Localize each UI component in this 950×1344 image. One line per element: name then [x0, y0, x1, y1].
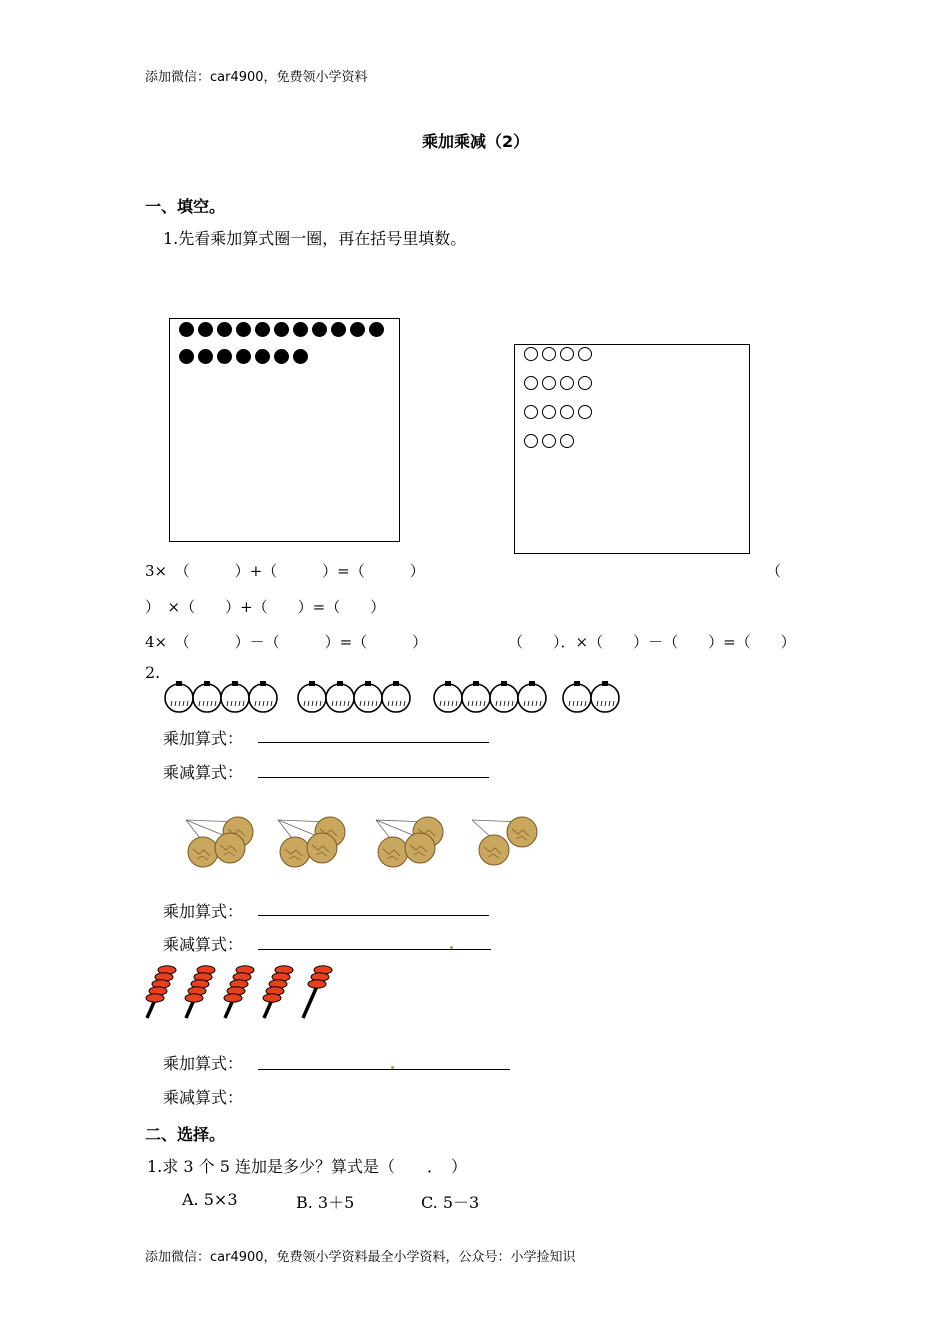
- haw-skewer: [224, 966, 254, 1018]
- group1-add-label: 乘加算式：: [163, 729, 244, 748]
- equation-3-right: （ ）．×（ ）－（ ）=（ ）: [508, 633, 796, 651]
- filled-dots-row-2: [179, 349, 312, 364]
- haw-berry: [263, 994, 281, 1002]
- filled-dot: [179, 349, 194, 364]
- walnut-clusters-picture: [178, 812, 578, 872]
- filled-dot: [217, 349, 232, 364]
- haw-berry: [308, 980, 326, 988]
- section-2-heading: 二、选择。: [145, 1125, 226, 1144]
- filled-dot: [255, 322, 270, 337]
- hollow-circle: [524, 434, 538, 448]
- walnut-cluster: [472, 817, 537, 865]
- orange: [382, 681, 410, 712]
- group2-sub-label: 乘减算式：: [163, 935, 244, 954]
- filled-dot: [350, 322, 365, 337]
- haw-berry: [185, 994, 203, 1002]
- orange: [462, 681, 490, 712]
- walnut: [405, 833, 435, 863]
- group2-add-label: 乘加算式：: [163, 902, 244, 921]
- orange: [221, 681, 249, 712]
- hollow-circle: [560, 405, 574, 419]
- hollow-circle: [524, 405, 538, 419]
- filled-dot: [179, 322, 194, 337]
- orange: [298, 681, 326, 712]
- group2-sub-answer-line[interactable]: [258, 949, 491, 950]
- haw-berry: [224, 994, 242, 1002]
- filled-dot: [198, 349, 213, 364]
- filled-dot: [331, 322, 346, 337]
- hollow-circle: [560, 376, 574, 390]
- walnut: [378, 837, 408, 867]
- hollow-circle: [560, 347, 574, 361]
- hollow-circle-row: [524, 347, 596, 361]
- walnut: [188, 837, 218, 867]
- filled-dot: [236, 349, 251, 364]
- filled-dot: [274, 349, 289, 364]
- hollow-circle-row: [524, 434, 578, 448]
- group3-add-label: 乘加算式：: [163, 1054, 244, 1073]
- walnut: [280, 837, 310, 867]
- page-header: 添加微信：car4900，免费领小学资料: [145, 70, 368, 85]
- orange: [490, 681, 518, 712]
- walnut-cluster: [376, 817, 443, 867]
- hollow-circle: [578, 376, 592, 390]
- hollow-circle: [542, 434, 556, 448]
- group1-add-answer-line[interactable]: [258, 742, 489, 743]
- hollow-circle: [542, 405, 556, 419]
- hollow-circle: [524, 347, 538, 361]
- sugar-haw-picture: [143, 962, 343, 1022]
- hollow-circle-row: [524, 405, 596, 419]
- group3-add-answer-line[interactable]: [258, 1069, 510, 1070]
- hollow-circle-row: [524, 376, 596, 390]
- option-b[interactable]: B. 3＋5: [296, 1193, 355, 1212]
- orange: [165, 681, 193, 712]
- hollow-circle: [560, 434, 574, 448]
- walnut-cluster: [278, 817, 345, 867]
- hollow-circle: [524, 376, 538, 390]
- walnut: [479, 835, 509, 865]
- filled-dot: [369, 322, 384, 337]
- speck: [450, 946, 453, 949]
- haw-skewer: [146, 966, 176, 1018]
- hollow-circle: [542, 347, 556, 361]
- option-c[interactable]: C. 5－3: [421, 1193, 480, 1212]
- filled-dot: [312, 322, 327, 337]
- q2-number: 2.: [145, 663, 161, 682]
- haw-skewer: [185, 966, 215, 1018]
- filled-dot: [217, 322, 232, 337]
- equation-3: 4× （ ）－（ ）=（ ）: [145, 633, 428, 651]
- haw-skewer: [303, 966, 332, 1018]
- filled-dot: [236, 322, 251, 337]
- option-a[interactable]: A. 5×3: [182, 1190, 238, 1209]
- filled-dot: [274, 322, 289, 337]
- hollow-circle: [578, 405, 592, 419]
- filled-dots-row-1: [179, 322, 388, 337]
- filled-dot: [293, 322, 308, 337]
- orange: [518, 681, 546, 712]
- circle-box-right: [514, 344, 750, 554]
- q1-prompt: 1.先看乘加算式圈一圈，再在括号里填数。: [163, 229, 467, 248]
- haw-skewer: [263, 966, 293, 1018]
- orange: [193, 681, 221, 712]
- equation-1-right: （: [766, 562, 782, 580]
- walnut-cluster: [186, 817, 253, 867]
- hollow-circle: [578, 347, 592, 361]
- group1-sub-label: 乘减算式：: [163, 763, 244, 782]
- dot-box-left: [169, 318, 400, 542]
- walnut: [215, 833, 245, 863]
- speck: [391, 1066, 394, 1069]
- orange: [249, 681, 277, 712]
- oranges-picture: [160, 680, 640, 720]
- group1-sub-answer-line[interactable]: [258, 777, 489, 778]
- walnut: [307, 833, 337, 863]
- filled-dot: [255, 349, 270, 364]
- group2-add-answer-line[interactable]: [258, 915, 489, 916]
- filled-dot: [198, 322, 213, 337]
- section-1-heading: 一、填空。: [145, 197, 226, 216]
- orange: [354, 681, 382, 712]
- equation-2: ） ×（ ）+（ ）=（ ）: [145, 598, 386, 616]
- page-footer: 添加微信：car4900，免费领小学资料最全小学资料，公众号：小学捡知识: [145, 1250, 576, 1265]
- walnut: [507, 817, 537, 847]
- orange: [326, 681, 354, 712]
- orange: [434, 681, 462, 712]
- filled-dot: [293, 349, 308, 364]
- hollow-circle: [542, 376, 556, 390]
- orange: [591, 681, 619, 712]
- orange: [563, 681, 591, 712]
- s2-q1-prompt: 1.求 3 个 5 连加是多少？算式是（ ． ）: [147, 1157, 467, 1176]
- page-title: 乘加乘减（2）: [422, 132, 530, 151]
- equation-1: 3× （ ）+（ ）=（ ）: [145, 562, 425, 580]
- group3-sub-label: 乘减算式：: [163, 1088, 244, 1107]
- haw-berry: [146, 994, 164, 1002]
